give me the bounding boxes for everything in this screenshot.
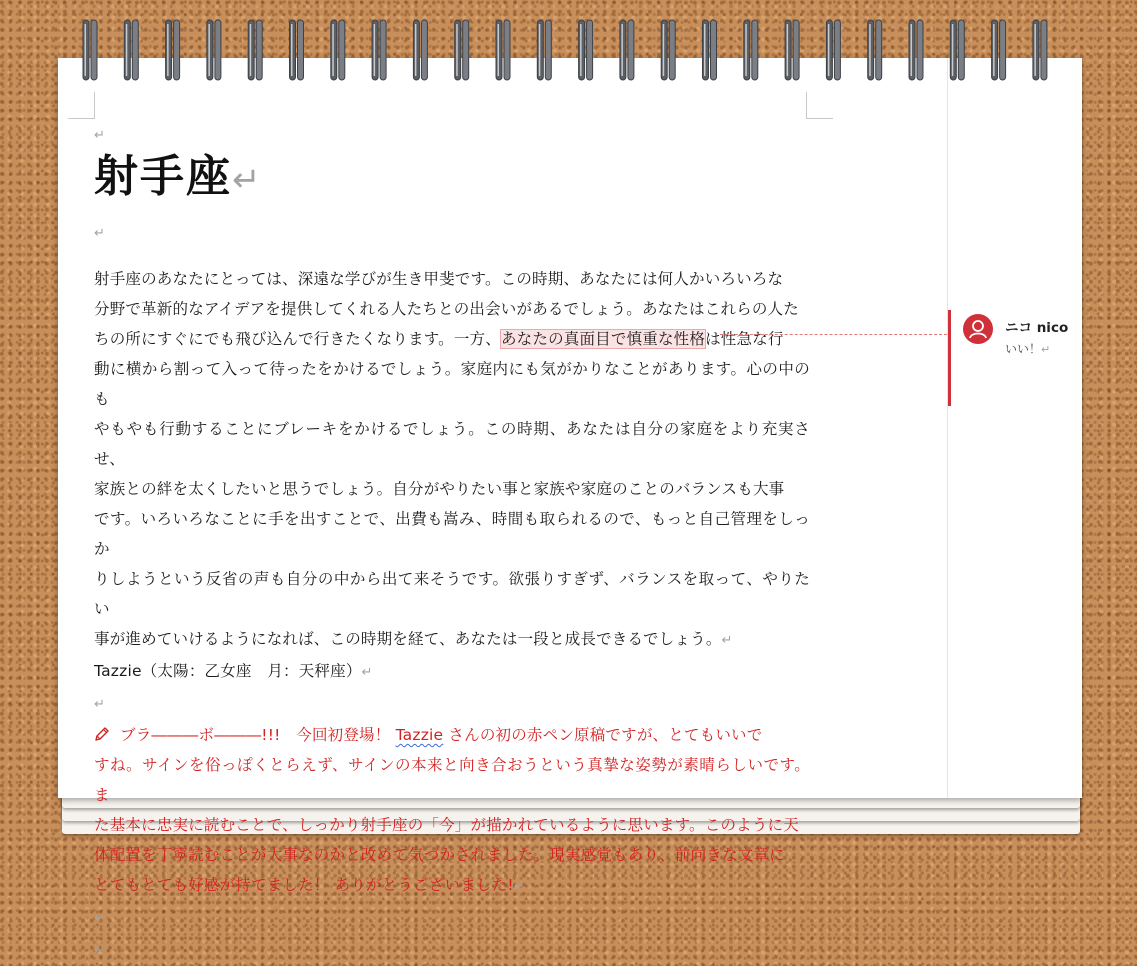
spiral-ring: [372, 20, 386, 80]
avatar: [963, 314, 993, 344]
comment-text: いい！↵: [1005, 342, 1051, 356]
body-line: 射手座のあなたにとっては、深遠な学びが生き甲斐です。この時期、あなたには何人かいろいろな: [94, 270, 784, 288]
body-paragraph: [94, 264, 810, 656]
spiral-ring: [496, 20, 510, 80]
paragraph-mark: ↵: [94, 128, 105, 143]
comment-author: ニコ nico: [1005, 320, 1069, 336]
body-line: りしようという反省の声も自分の中から出て来そうです。欲張りすぎず、バランスを取って、やりたい: [94, 570, 810, 618]
document-heading: 射手座↵: [94, 151, 263, 202]
document-body[interactable]: [94, 58, 810, 966]
spiral-ring: [950, 20, 964, 80]
spiral-ring: [537, 20, 551, 80]
body-line: 事が進めていけるようになれば、この時期を経て、あなたは一段と成長できるでしょう。↵: [94, 630, 733, 648]
spiral-ring: [909, 20, 923, 80]
spiral-ring: [166, 20, 180, 80]
empty-paragraph: ↵: [94, 697, 106, 712]
spiral-ring: [413, 20, 427, 80]
spiral-ring: [992, 20, 1006, 80]
body-line: 分野で革新的なアイデアを提供してくれる人たちとの出会いがあるでしょう。あなたはこれらの人た: [94, 300, 799, 318]
spiral-ring: [703, 20, 717, 80]
spiral-ring: [290, 20, 304, 80]
red-pen-line: すね。サインを俗っぽくとらえず、サインの本来と向き合おうという真摯な姿勢が素晴らしいです。ま: [94, 756, 810, 804]
spiral-ring: [248, 20, 262, 80]
spiral-ring: [826, 20, 840, 80]
spellcheck-word[interactable]: Tazzie: [395, 726, 444, 744]
body-line: ちの所にすぐにでも飛び込んで行きたくなります。一方、あなたの真面目で慎重な性格は性急な行: [94, 330, 784, 348]
paragraph-mark: ↵: [94, 226, 105, 241]
margin-corner-left: [68, 92, 95, 119]
comment-connector: [720, 334, 947, 335]
spiral-ring: [331, 20, 345, 80]
spiral-ring: [455, 20, 469, 80]
commented-text[interactable]: あなたの真面目で慎重な性格: [500, 330, 706, 348]
spiral-ring: [579, 20, 593, 80]
spiral-ring: [1033, 20, 1047, 80]
user-avatar-icon: [963, 314, 993, 344]
comment-card[interactable]: [948, 310, 1085, 406]
empty-paragraph: ↵: [94, 911, 106, 926]
body-line: 動に横から割って入って待ったをかけるでしょう。家庭内にも気がかりなことがあります。心の中のも: [94, 360, 810, 408]
red-pen-line: ブラ―――ボ―――!!! 今回初登場！ Tazzie さんの初の赤ペン原稿ですが、とてもいいで: [94, 720, 810, 750]
spiral-ring: [83, 20, 97, 80]
red-pen-line: た基本に忠実に読むことで、しっかり射手座の「今」が描かれているように思います。このように天: [94, 816, 799, 834]
spiral-ring: [661, 20, 675, 80]
red-pen-line: とてもとても好感が持てました！ ありがとうございました!↵: [94, 876, 525, 894]
spiral-ring: [868, 20, 882, 80]
spiral-ring: [207, 20, 221, 80]
body-line: 家族との絆を太くしたいと思うでしょう。自分がやりたい事と家族や家庭のことのバランスも大事: [94, 480, 785, 498]
pencil-icon: [94, 726, 110, 742]
document-page: [58, 58, 1082, 958]
paragraph-mark: ↵: [232, 160, 263, 200]
body-line: です。いろいろなことに手を出すことで、出費も嵩み、時間も取られるので、もっと自己管理をしっか: [94, 510, 810, 558]
spiral-ring: [744, 20, 758, 80]
empty-paragraph: ↵: [94, 943, 106, 958]
red-pen-line: 体配置を丁寧読むことが大事なのかと改めて気づかされました。現実感覚もあり、前向きな文章に: [94, 846, 785, 864]
comment-pane: [947, 58, 1083, 798]
spiral-ring: [785, 20, 799, 80]
spiral-binding: [0, 18, 1137, 88]
spiral-ring: [124, 20, 138, 80]
body-line: やもやも行動することにブレーキをかけるでしょう。この時期、あなたは自分の家庭をより充実させ、: [94, 420, 810, 468]
red-pen-comment: [94, 720, 810, 902]
margin-corner-right: [806, 92, 833, 119]
spiral-ring: [620, 20, 634, 80]
author-line: Tazzie（太陽：乙女座 月：天秤座）↵: [94, 662, 373, 680]
